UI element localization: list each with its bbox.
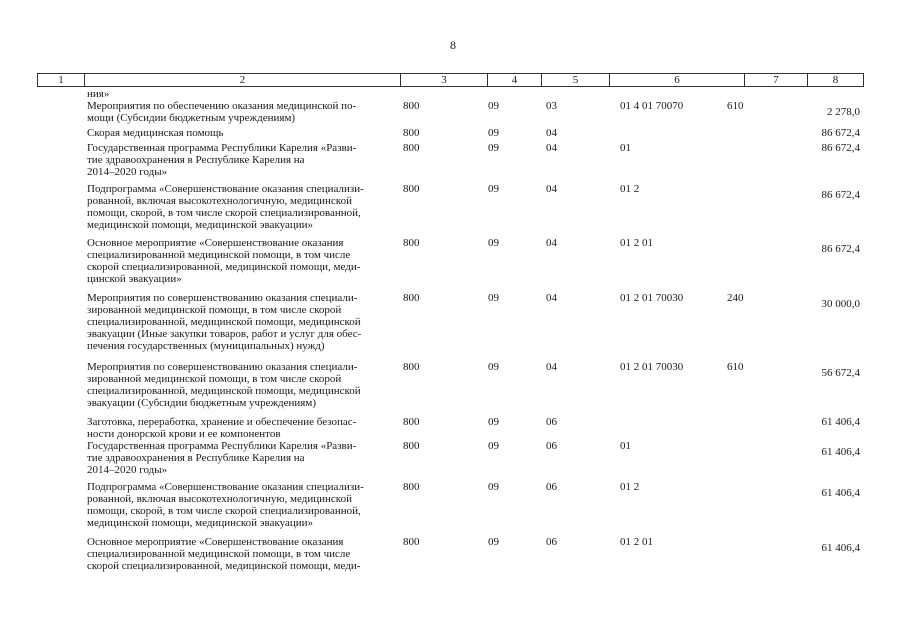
cell-name: Основное мероприятие «Совершенствование оказания специализированной медицинской помощи, в том числе скорой специализированной, медицинской помощи, меди- [87, 536, 361, 572]
cell-c4: 09 [488, 100, 499, 112]
header-col-1: 1 [38, 74, 85, 86]
cell-name: Скорая медицинская помощь [87, 127, 224, 139]
cell-c3: 800 [403, 183, 420, 195]
cell-c5: 03 [546, 100, 557, 112]
cell-name: ния» [87, 88, 110, 100]
cell-name: Подпрограмма «Совершенствование оказания специализи- рованной, включая высокотехнологичную, медицинской помощи, скорой, в том числе скорой специализированной, медицинской помощи, медицинской эвакуации» [87, 183, 364, 231]
cell-c6: 01 2 [620, 183, 640, 195]
cell-c3: 800 [403, 100, 420, 112]
cell-c5: 04 [546, 237, 557, 249]
cell-name: Мероприятия по совершенствованию оказания специали- зированной медицинской помощи, в том числе скорой специализированной, медицинской помощи, медицинской эвакуации (Субсидии бюджетным учреждениям) [87, 361, 361, 409]
cell-c8: 86 672,4 [821, 127, 860, 139]
cell-c5: 06 [546, 440, 557, 452]
header-col-7: 7 [745, 74, 808, 86]
cell-c5: 04 [546, 142, 557, 154]
cell-c4: 09 [488, 127, 499, 139]
header-col-5: 5 [542, 74, 610, 86]
cell-c3: 800 [403, 292, 420, 304]
cell-c6: 01 2 01 [620, 237, 653, 249]
cell-c3: 800 [403, 237, 420, 249]
cell-c5: 04 [546, 292, 557, 304]
cell-name: Заготовка, переработка, хранение и обеспечение безопас- ности донорской крови и ее компонентов [87, 416, 357, 440]
cell-c3: 800 [403, 536, 420, 548]
cell-c4: 09 [488, 481, 499, 493]
cell-c4: 09 [488, 440, 499, 452]
cell-c7: 610 [727, 361, 744, 373]
cell-c8: 61 406,4 [821, 416, 860, 428]
header-col-4: 4 [488, 74, 542, 86]
cell-c5: 04 [546, 127, 557, 139]
cell-c6: 01 4 01 70070 [620, 100, 684, 112]
cell-name: Государственная программа Республики Карелия «Разви- тие здравоохранения в Республике Карелия на 2014–2020 годы» [87, 440, 357, 476]
cell-c6: 01 2 01 70030 [620, 292, 684, 304]
cell-c7: 240 [727, 292, 744, 304]
header-col-2: 2 [85, 74, 401, 86]
cell-c5: 06 [546, 416, 557, 428]
cell-c3: 800 [403, 127, 420, 139]
cell-c5: 06 [546, 536, 557, 548]
cell-c8: 2 278,0 [827, 106, 860, 118]
cell-c5: 04 [546, 183, 557, 195]
cell-c3: 800 [403, 361, 420, 373]
cell-c8: 86 672,4 [821, 189, 860, 201]
cell-c6: 01 [620, 142, 631, 154]
cell-c8: 30 000,0 [821, 298, 860, 310]
cell-c4: 09 [488, 361, 499, 373]
cell-c7: 610 [727, 100, 744, 112]
cell-c3: 800 [403, 481, 420, 493]
header-col-8: 8 [832, 74, 839, 86]
cell-c8: 86 672,4 [821, 142, 860, 154]
cell-c4: 09 [488, 292, 499, 304]
cell-c6: 01 [620, 440, 631, 452]
cell-name: Подпрограмма «Совершенствование оказания специализи- рованной, включая высокотехнологичную, медицинской помощи, скорой, в том числе скорой специализированной, медицинской помощи, медицинской эвакуации» [87, 481, 364, 529]
table-header [37, 73, 864, 87]
cell-name: Мероприятия по совершенствованию оказания специали- зированной медицинской помощи, в том числе скорой специализированной, медицинской помощи, медицинской эвакуации (Иные закупки товаров, работ и услуг для обес- печения государственных (муниципальных) нужд) [87, 292, 362, 352]
cell-c8: 56 672,4 [821, 367, 860, 379]
cell-c4: 09 [488, 142, 499, 154]
header-col-6: 6 [610, 74, 745, 86]
cell-c8: 61 406,4 [821, 487, 860, 499]
cell-c6: 01 2 01 70030 [620, 361, 684, 373]
cell-name: Мероприятия по обеспечению оказания медицинской по- мощи (Субсидии бюджетным учреждениям) [87, 100, 357, 124]
cell-c4: 09 [488, 536, 499, 548]
header-col-3: 3 [401, 74, 488, 86]
cell-c4: 09 [488, 416, 499, 428]
cell-c4: 09 [488, 183, 499, 195]
cell-c5: 04 [546, 361, 557, 373]
cell-c3: 800 [403, 440, 420, 452]
cell-c8: 86 672,4 [821, 243, 860, 255]
cell-c8: 61 406,4 [821, 542, 860, 554]
cell-name: Государственная программа Республики Карелия «Разви- тие здравоохранения в Республике Карелия на 2014–2020 годы» [87, 142, 357, 178]
cell-c3: 800 [403, 142, 420, 154]
cell-c8: 61 406,4 [821, 446, 860, 458]
cell-c5: 06 [546, 481, 557, 493]
page-number: 8 [450, 38, 456, 52]
cell-name: Основное мероприятие «Совершенствование оказания специализированной медицинской помощи, в том числе скорой специализированной, медицинской помощи, меди- цинской эвакуации» [87, 237, 361, 285]
cell-c3: 800 [403, 416, 420, 428]
cell-c4: 09 [488, 237, 499, 249]
cell-c6: 01 2 01 [620, 536, 653, 548]
cell-c6: 01 2 [620, 481, 640, 493]
